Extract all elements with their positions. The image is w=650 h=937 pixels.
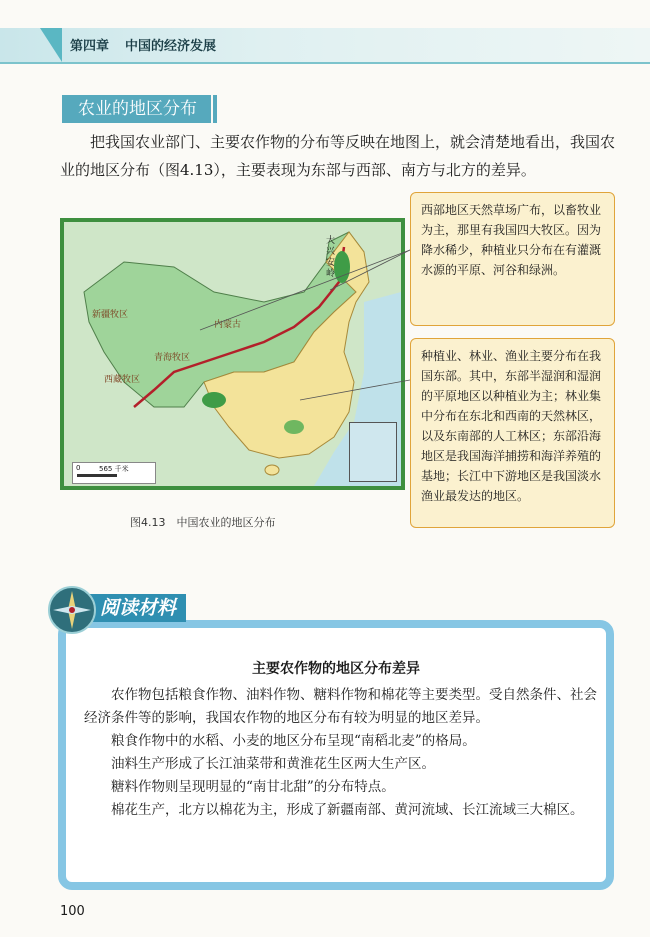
section-intro: 把我国农业部门、主要农作物的分布等反映在地图上，就会清楚地看出，我国农业的地区分布（图4.13），主要表现为东部与西部、南方与北方的差异。 bbox=[60, 133, 616, 179]
scale-distance: 565 千米 bbox=[99, 465, 129, 473]
compass-icon bbox=[48, 586, 96, 634]
reading-heading: 主要农作物的地区分布差异 bbox=[252, 661, 420, 677]
page-number: 100 bbox=[60, 904, 85, 919]
reading-banner bbox=[48, 586, 218, 626]
reading-body bbox=[84, 684, 600, 822]
reading-material-box bbox=[58, 620, 614, 890]
section-title: 农业的地区分布 bbox=[62, 95, 211, 123]
reading-banner-title: 阅读材料 bbox=[86, 594, 186, 622]
reading-paragraph: 粮食作物中的水稻、小麦的地区分布呈现“南稻北麦”的格局。 bbox=[111, 733, 476, 749]
chapter-title: 中国的经济发展 bbox=[125, 39, 217, 54]
map-label-xinjiang: 新疆牧区 bbox=[92, 310, 129, 320]
map-label-daxing: 大兴安岭 bbox=[326, 236, 336, 279]
reading-paragraph: 棉花生产，北方以棉花为主，形成了新疆南部、黄河流域、长江流域三大棉区。 bbox=[111, 802, 584, 818]
callout-west-region: 西部地区天然草场广布，以畜牧业为主，那里有我国四大牧区。因为降水稀少，种植业只分布在有灌溉水源的平原、河谷和绿洲。 bbox=[410, 192, 615, 326]
reading-paragraph: 农作物包括粮食作物、油料作物、糖料作物和棉花等主要类型。受自然条件、社会经济条件等的影响，我国农作物的地区分布有较为明显的地区差异。 bbox=[84, 687, 597, 726]
chapter-number: 第四章 bbox=[70, 39, 110, 54]
map-label-xizang: 西藏牧区 bbox=[104, 375, 141, 385]
reading-paragraph: 油料生产形成了长江油菜带和黄淮花生区两大生产区。 bbox=[111, 756, 435, 772]
callout-east-region: 种植业、林业、渔业主要分布在我国东部。其中，东部半湿润和湿润的平原地区以种植业为主；林业集中分布在东北和西南的天然林区，以及东南部的人工林区；东部沿海地区是我国海洋捕捞和海洋养殖的基地；长江中下游地区是我国淡水渔业最发达的地区。 bbox=[410, 338, 615, 528]
scale-zero: 0 bbox=[76, 464, 81, 472]
map-label-neimeng: 内蒙古 bbox=[214, 320, 242, 330]
map-label-qinghai: 青海牧区 bbox=[154, 353, 191, 363]
map-caption: 图4.13 中国农业的地区分布 bbox=[130, 516, 276, 529]
reading-paragraph: 糖料作物则呈现明显的“南甘北甜”的分布特点。 bbox=[111, 779, 395, 795]
